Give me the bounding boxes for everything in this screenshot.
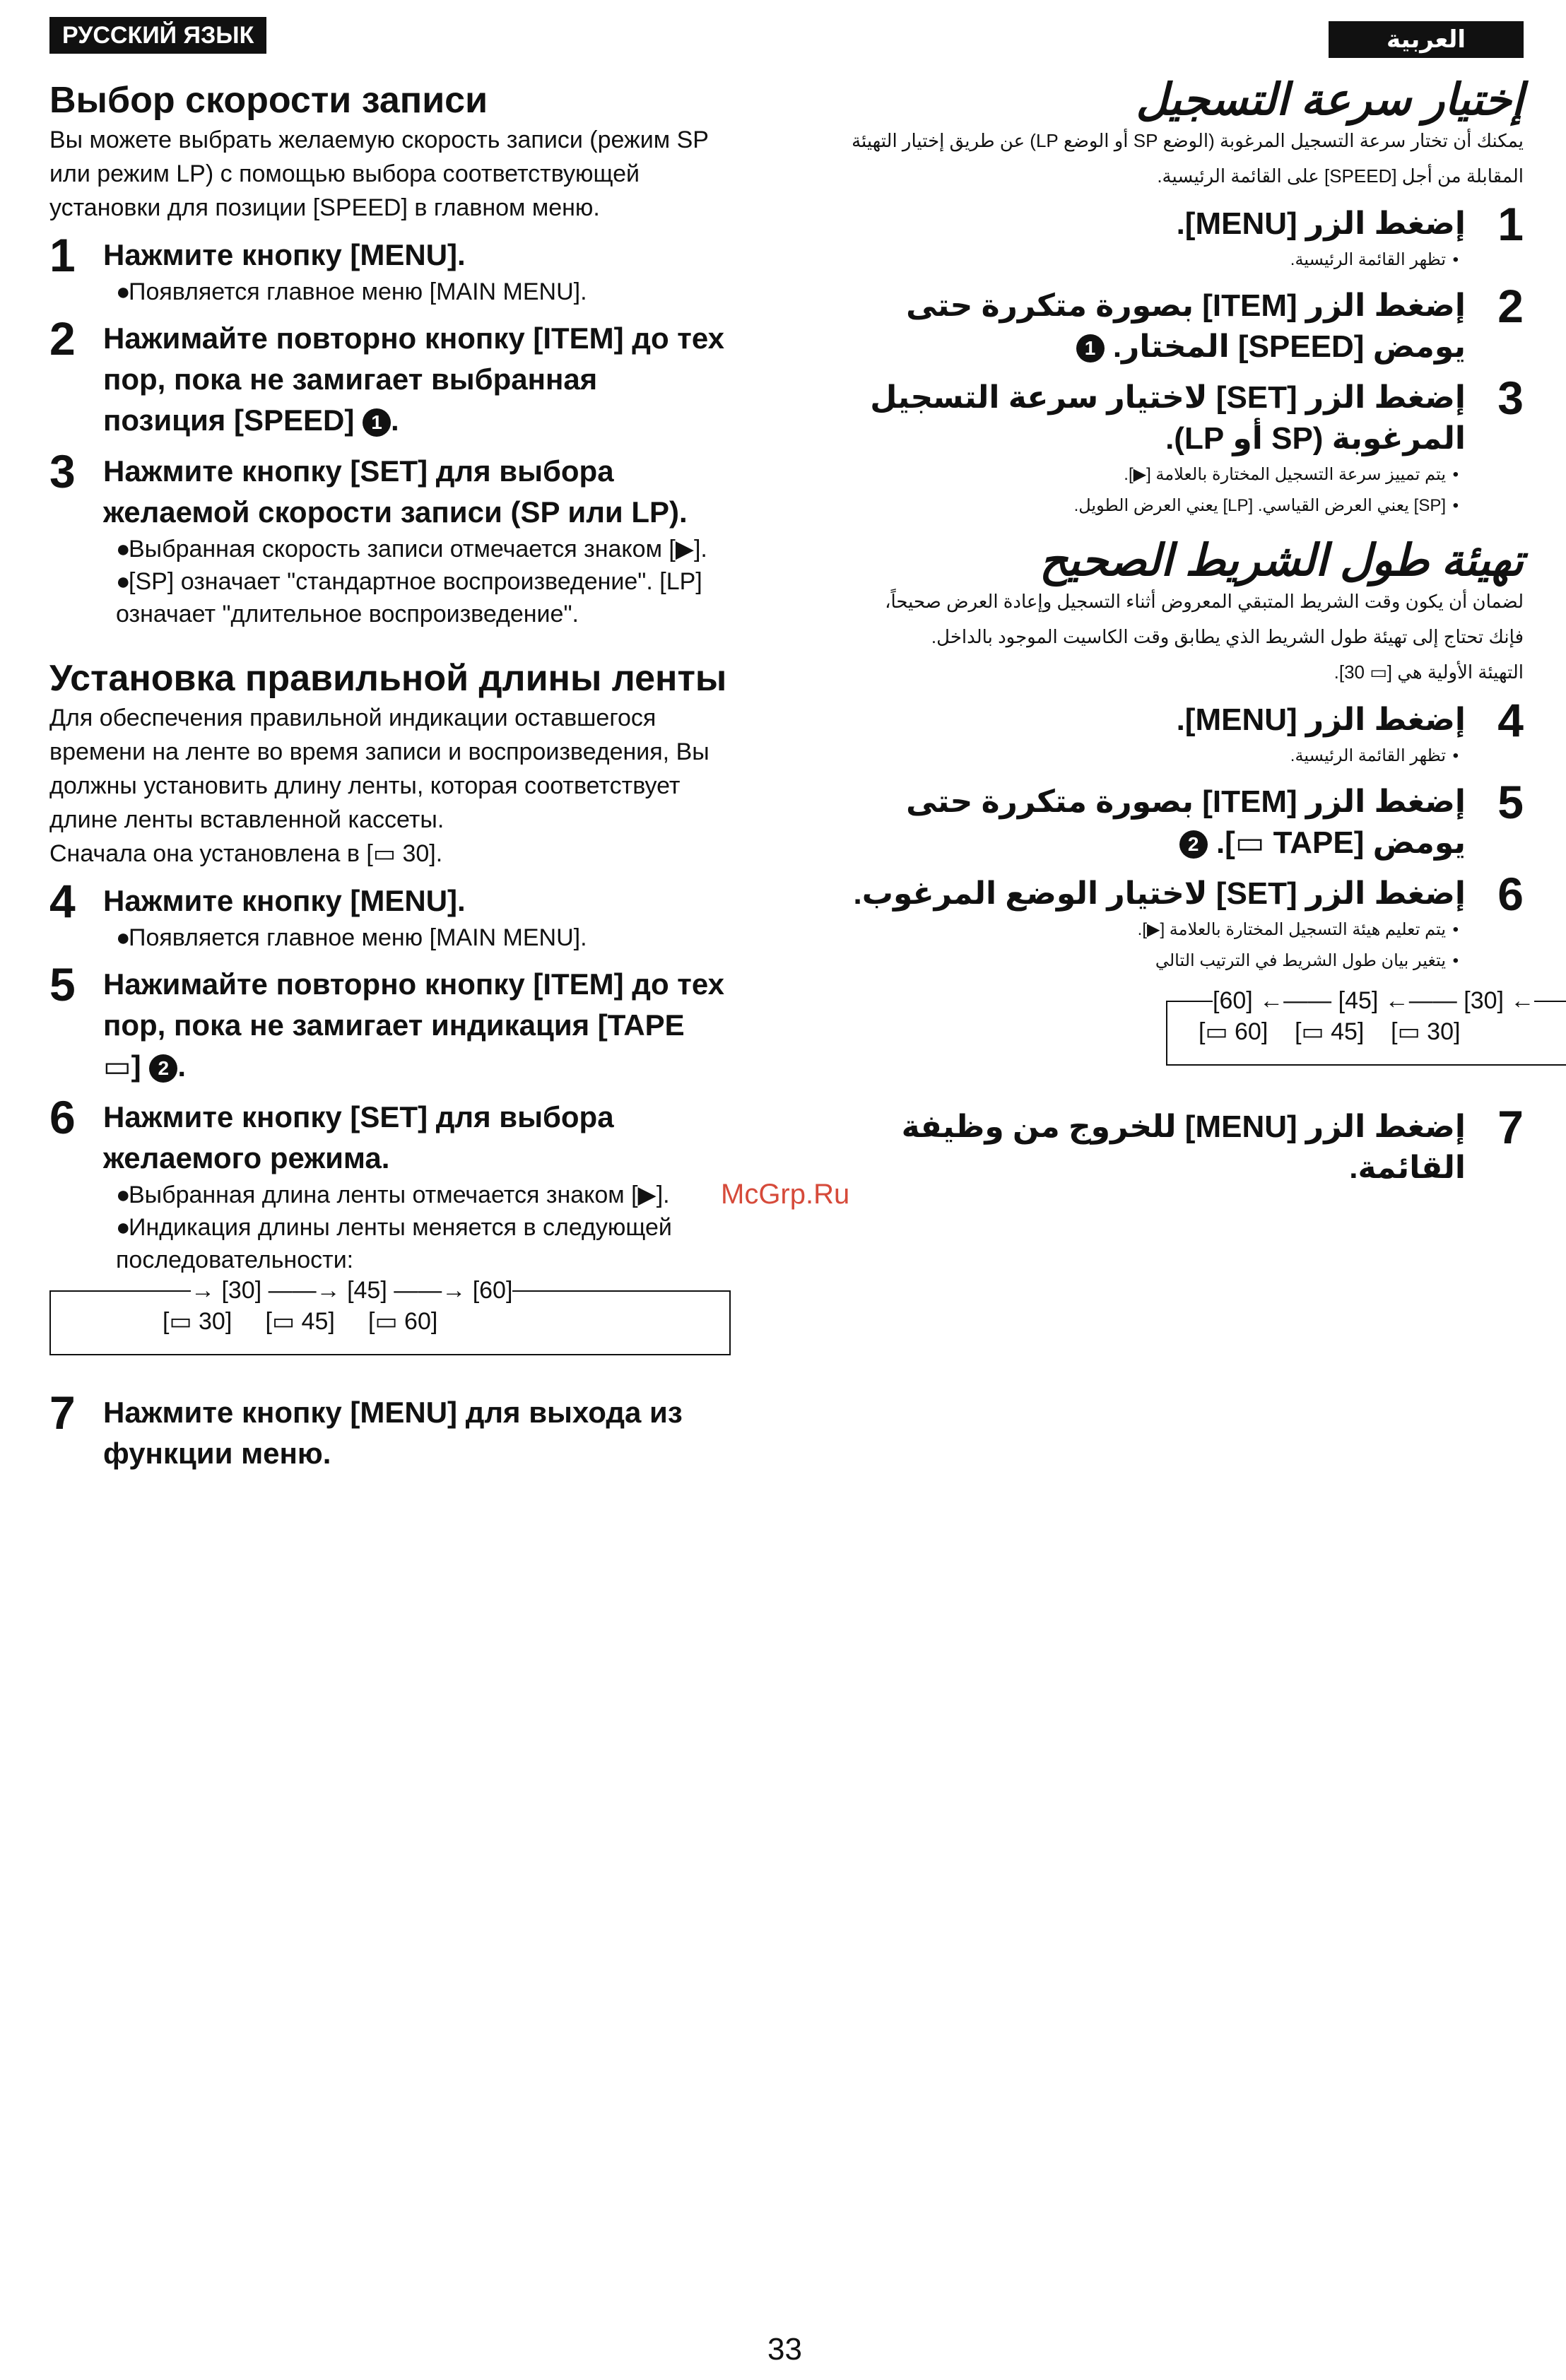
russian-column bbox=[49, 78, 728, 1474]
step-7-ar bbox=[845, 1101, 1524, 1189]
step-number: 7 bbox=[49, 1386, 76, 1439]
step-text: إضغط الزر [ITEM] بصورة متكررة حتى يومض [SPEED] المختار. 1 bbox=[906, 288, 1466, 364]
step-note: •تظهر القائمة الرئيسية. bbox=[1290, 250, 1459, 269]
step-text: إضغط الزر [SET] لاختيار سرعة التسجيل المرغوبة (SP أو LP). bbox=[870, 380, 1466, 456]
step-text: إضغط الزر [MENU]. bbox=[1176, 702, 1466, 737]
step-note: ●Выбранная скорость записи отмечается знаком [▶]. bbox=[116, 536, 707, 562]
step-text: Нажмите кнопку [MENU]. bbox=[103, 238, 466, 271]
step-2-ar bbox=[845, 280, 1524, 367]
speed-intro-ar: يمكنك أن تختار سرعة التسجيل المرغوبة (الوضع SP أو الوضع LP) عن طريق إختيار التهيئة المقابلة من أجل [SPEED] على القائمة الرئيسية. bbox=[852, 130, 1524, 187]
step-number: 4 bbox=[1497, 694, 1524, 746]
step-1 bbox=[49, 229, 728, 308]
tape-intro-ar: لضمان أن يكون وقت الشريط المتبقي المعروض أثناء التسجيل وإعادة العرض صحيحاً، فإنك تحتاج إلى تهيئة طول الشريط الذي يطابق وقت الكاسيت الموجود بالداخل. bbox=[885, 591, 1524, 647]
russian-language-label: РУССКИЙ ЯЗЫК bbox=[49, 17, 266, 54]
step-note: ●[SP] означает "стандартное воспроизведение". [LP] означает "длительное воспроизведение". bbox=[116, 568, 702, 628]
callout-marker-1: 1 bbox=[363, 408, 391, 437]
step-text: Нажмите кнопку [SET] для выбора желаемой скорости записи (SP или LP). bbox=[103, 454, 688, 529]
step-5 bbox=[49, 958, 728, 1087]
step-note: ●Индикация длины ленты меняется в следующей последовательности: bbox=[116, 1214, 672, 1273]
step-number: 6 bbox=[1497, 868, 1524, 920]
step-4-ar bbox=[845, 694, 1524, 772]
speed-section-title-ar: إختيار سرعة التسجيل bbox=[1136, 76, 1524, 124]
step-note: ●Появляется главное меню [MAIN MENU]. bbox=[116, 924, 587, 951]
step-text: Нажмите кнопку [MENU]. bbox=[103, 884, 466, 917]
step-note: •يتم تعليم هيئة التسجيل المختارة بالعلامة [▶]. bbox=[1137, 920, 1459, 939]
step-note: ●Появляется главное меню [MAIN MENU]. bbox=[116, 278, 587, 305]
step-text: إضغط الزر [ITEM] بصورة متكررة حتى يومض [TAPE ▭]. 2 bbox=[906, 784, 1466, 860]
step-5-ar bbox=[845, 776, 1524, 864]
step-note: •يتغير بيان طول الشريط في الترتيب التالي bbox=[1155, 951, 1459, 970]
step-2 bbox=[49, 312, 728, 441]
arabic-language-label: العربية bbox=[1329, 21, 1524, 58]
watermark-text: McGrp.Ru bbox=[721, 1179, 850, 1210]
step-note: •يتم تمييز سرعة التسجيل المختارة بالعلامة [▶]. bbox=[1124, 465, 1459, 484]
sequence-top-row: → [30] ——→ [45] ——→ [60] bbox=[191, 1277, 513, 1304]
step-number: 3 bbox=[49, 445, 76, 497]
callout-marker-2: 2 bbox=[149, 1054, 177, 1083]
step-number: 4 bbox=[49, 875, 76, 927]
step-number: 1 bbox=[1497, 198, 1524, 250]
page-number: 33 bbox=[767, 2332, 802, 2367]
tape-intro: Для обеспечения правильной индикации оставшегося времени на ленте во время записи и воспроизведения, Вы должны установить длину ленты, которая соответствует длине ленты вставленной кассеты. bbox=[49, 705, 710, 833]
speed-section-title: Выбор скорости записи bbox=[49, 80, 488, 121]
step-note: •[SP] يعني العرض القياسي. [LP] يعني العرض الطويل. bbox=[1073, 496, 1459, 515]
step-text: Нажмите кнопку [MENU] для выхода из функции меню. bbox=[103, 1396, 683, 1470]
step-note: ●Выбранная длина ленты отмечается знаком [▶]. bbox=[116, 1182, 670, 1208]
sequence-bottom-row: [▭ 30] [▭ 45] [▭ 60] bbox=[163, 1308, 438, 1335]
tape-initial-setting-ar: التهيئة الأولية هي [▭ 30]. bbox=[1334, 661, 1524, 683]
step-number: 5 bbox=[49, 958, 76, 1011]
step-text: إضغط الزر [MENU]. bbox=[1176, 206, 1466, 241]
arabic-column bbox=[845, 76, 1535, 1189]
step-number: 1 bbox=[49, 229, 76, 281]
step-6 bbox=[49, 1091, 728, 1276]
step-1-ar bbox=[845, 198, 1524, 276]
callout-marker-1: 1 bbox=[1076, 334, 1105, 363]
sequence-bottom-row: [▭ 60] [▭ 45] [▭ 30] bbox=[1199, 1018, 1461, 1045]
sequence-top-row: [60] ←—— [45] ←—— [30] ← bbox=[1213, 987, 1535, 1014]
step-number: 2 bbox=[1497, 280, 1524, 332]
step-number: 5 bbox=[1497, 776, 1524, 828]
tape-initial-setting: Сначала она установлена в [▭ 30]. bbox=[49, 840, 443, 867]
step-text: إضغط الزر [SET] لاختيار الوضع المرغوب. bbox=[853, 876, 1466, 911]
step-7 bbox=[49, 1386, 728, 1474]
step-number: 6 bbox=[49, 1091, 76, 1143]
step-3-ar bbox=[845, 372, 1524, 522]
step-4 bbox=[49, 875, 728, 954]
step-6-ar bbox=[845, 868, 1524, 977]
step-text: Нажимайте повторно кнопку [ITEM] до тех пор, пока не замигает выбранная позиция [SPEED] 1 . bbox=[103, 322, 725, 437]
step-number: 3 bbox=[1497, 372, 1524, 424]
speed-intro: Вы можете выбрать желаемую скорость записи (режим SP или режим LP) с помощью выбора соответствующей установки для позиции [SPEED] в главном меню. bbox=[49, 126, 709, 221]
step-text: Нажимайте повторно кнопку [ITEM] до тех пор, пока не замигает индикация [TAPE ▭] 2 . bbox=[103, 967, 725, 1083]
tape-length-sequence bbox=[49, 1277, 728, 1382]
step-number: 2 bbox=[49, 312, 76, 365]
step-text: Нажмите кнопку [SET] для выбора желаемого режима. bbox=[103, 1100, 614, 1174]
tape-length-sequence-ar bbox=[845, 987, 1535, 1085]
callout-marker-2: 2 bbox=[1179, 830, 1208, 859]
step-note: •تظهر القائمة الرئيسية. bbox=[1290, 746, 1459, 765]
step-text: إضغط الزر [MENU] للخروج من وظيفة القائمة. bbox=[901, 1109, 1466, 1185]
tape-section-title: Установка правильной длины ленты bbox=[49, 658, 727, 699]
step-3 bbox=[49, 445, 728, 630]
step-number: 7 bbox=[1497, 1101, 1524, 1153]
tape-section-title-ar: تهيئة طول الشريط الصحيح bbox=[1040, 536, 1524, 585]
